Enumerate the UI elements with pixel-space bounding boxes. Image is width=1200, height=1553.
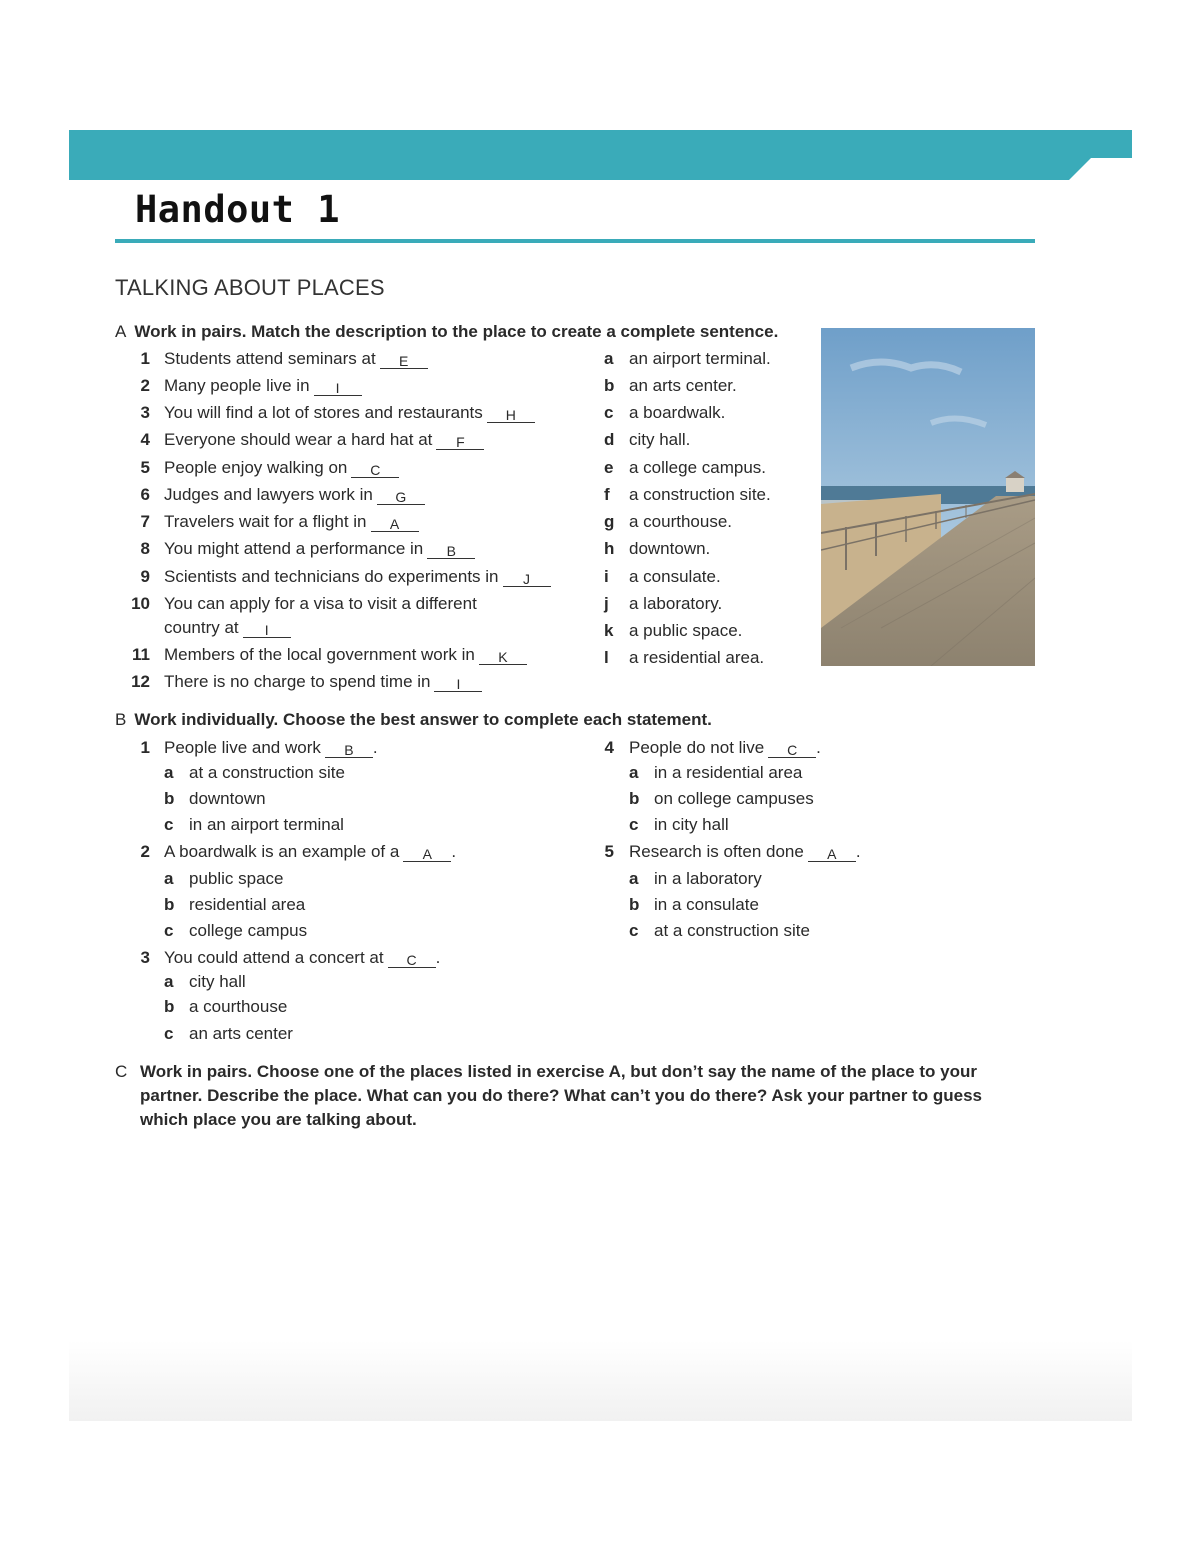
option-text: in a consulate	[654, 895, 759, 914]
match-item	[164, 348, 428, 370]
exercise-a-heading	[115, 321, 778, 343]
question-text	[629, 841, 861, 863]
match-item	[164, 644, 527, 666]
place-letter: j	[604, 594, 609, 613]
answer-blank[interactable]: J	[503, 572, 551, 587]
match-item-continued	[164, 617, 291, 639]
place-letter: d	[604, 430, 615, 449]
item-text: There is no charge to spend time in	[164, 672, 431, 691]
option-letter: b	[164, 789, 175, 808]
option-text: public space	[189, 869, 284, 888]
option-text: in a residential area	[654, 763, 803, 782]
item-text: Members of the local government work in	[164, 645, 475, 664]
question-end: .	[435, 948, 441, 967]
place-letter: h	[604, 539, 615, 558]
answer-blank[interactable]: H	[487, 408, 535, 423]
match-item	[164, 593, 477, 615]
place-option: a laboratory.	[629, 594, 723, 613]
place-letter: b	[604, 376, 615, 395]
question-end: .	[816, 738, 821, 757]
place-option: a residential area.	[629, 648, 765, 667]
item-number: 10	[131, 594, 150, 613]
item-text: You can apply for a visa to visit a different	[164, 594, 477, 613]
handout-page	[69, 130, 1132, 1421]
place-option: a boardwalk.	[629, 403, 726, 422]
answer-blank[interactable]: A	[403, 847, 451, 862]
option-text: residential area	[189, 895, 306, 914]
match-item	[164, 566, 551, 588]
section-title: TALKING ABOUT PLACES	[115, 275, 385, 300]
answer-blank[interactable]: B	[325, 743, 373, 758]
option-letter: c	[164, 1024, 174, 1043]
option-letter: c	[629, 815, 639, 834]
question-number: 3	[140, 948, 150, 967]
place-letter: i	[604, 567, 609, 586]
answer-blank[interactable]: G	[377, 490, 425, 505]
place-letter: f	[604, 485, 610, 504]
option-text: on college campuses	[654, 789, 814, 808]
question-number: 5	[604, 842, 614, 861]
item-text: People enjoy walking on	[164, 458, 348, 477]
option-text: city hall	[189, 972, 246, 991]
exercise-a-label: A	[115, 322, 127, 341]
question-number: 4	[604, 738, 614, 757]
match-item	[164, 484, 425, 506]
option-letter: c	[164, 921, 174, 940]
place-option: a consulate.	[629, 567, 721, 586]
answer-blank[interactable]: A	[808, 847, 856, 862]
question-stem: You could attend a concert at	[164, 948, 384, 967]
match-item	[164, 375, 362, 397]
place-letter: l	[604, 648, 609, 667]
item-text: You will find a lot of stores and restaurants	[164, 403, 483, 422]
option-text: college campus	[189, 921, 308, 940]
question-stem: People do not live	[629, 738, 765, 757]
question-stem: A boardwalk is an example of a	[164, 842, 400, 861]
match-item	[164, 457, 399, 479]
place-letter: c	[604, 403, 614, 422]
question-text	[164, 841, 456, 863]
answer-blank[interactable]: C	[388, 953, 436, 968]
answer-blank[interactable]: C	[768, 743, 816, 758]
match-item	[164, 538, 475, 560]
exercise-b-label: B	[115, 710, 127, 729]
option-letter: b	[164, 997, 175, 1016]
option-letter: b	[629, 789, 640, 808]
question-end: .	[855, 842, 861, 861]
place-letter: k	[604, 621, 614, 640]
exercise-a-instruction: Work in pairs. Match the description to the place to create a complete sentence.	[134, 322, 779, 341]
match-item	[164, 671, 482, 693]
answer-blank[interactable]: I	[243, 623, 291, 638]
option-text: at a construction site	[654, 921, 810, 940]
option-text: at a construction site	[189, 763, 345, 782]
place-letter: a	[604, 349, 614, 368]
match-item	[164, 511, 419, 533]
option-letter: a	[629, 869, 639, 888]
item-text: Students attend seminars at	[164, 349, 376, 368]
title-divider	[115, 239, 1035, 243]
place-option: an airport terminal.	[629, 349, 771, 368]
exercise-b-heading	[115, 709, 712, 731]
option-text: in an airport terminal	[189, 815, 344, 834]
item-number: 5	[140, 458, 150, 477]
match-item	[164, 429, 484, 451]
boardwalk-photo	[821, 328, 1035, 666]
answer-blank[interactable]: F	[436, 435, 484, 450]
item-number: 8	[140, 539, 150, 558]
item-number: 9	[140, 567, 150, 586]
item-number: 11	[132, 645, 150, 664]
match-item	[164, 402, 535, 424]
item-number: 3	[140, 403, 150, 422]
option-letter: c	[629, 921, 639, 940]
option-letter: c	[164, 815, 174, 834]
item-text: You might attend a performance in	[164, 539, 424, 558]
place-option: a construction site.	[629, 485, 771, 504]
answer-blank[interactable]: C	[351, 463, 399, 478]
option-letter: b	[629, 895, 640, 914]
item-text: Scientists and technicians do experiments in	[164, 567, 499, 586]
question-text	[629, 737, 821, 759]
place-option: a public space.	[629, 621, 743, 640]
item-text: Many people live in	[164, 376, 310, 395]
item-text: Everyone should wear a hard hat at	[164, 430, 433, 449]
question-end: .	[372, 738, 378, 757]
handout-title: Handout 1	[135, 188, 340, 231]
question-end: .	[451, 842, 457, 861]
question-text	[164, 737, 378, 759]
question-stem: People live and work	[164, 738, 321, 757]
question-text	[164, 947, 440, 969]
answer-blank[interactable]: I	[434, 677, 482, 692]
place-option: an arts center.	[629, 376, 737, 395]
option-text: downtown	[189, 789, 266, 808]
answer-blank[interactable]: B	[427, 544, 475, 559]
exercise-b-instruction: Work individually. Choose the best answer to complete each statement.	[134, 710, 712, 729]
option-letter: b	[164, 895, 175, 914]
option-text: in a laboratory	[654, 869, 762, 888]
question-stem: Research is often done	[629, 842, 804, 861]
exercise-c-label: C	[115, 1062, 128, 1081]
question-number: 1	[140, 738, 150, 757]
answer-blank[interactable]: K	[479, 650, 527, 665]
place-option: a courthouse.	[629, 512, 733, 531]
place-letter: g	[604, 512, 615, 531]
header-banner	[69, 130, 1132, 180]
place-option: a college campus.	[629, 458, 767, 477]
item-number: 2	[140, 376, 150, 395]
item-text: Travelers wait for a flight in	[164, 512, 367, 531]
option-text: a courthouse	[189, 997, 288, 1016]
place-option: city hall.	[629, 430, 691, 449]
item-number: 1	[140, 349, 150, 368]
item-number: 12	[131, 672, 150, 691]
option-letter: a	[164, 869, 174, 888]
option-letter: a	[164, 972, 174, 991]
answer-blank[interactable]: A	[371, 517, 419, 532]
option-text: in city hall	[654, 815, 729, 834]
place-option: downtown.	[629, 539, 711, 558]
item-number: 4	[140, 430, 150, 449]
option-letter: a	[629, 763, 639, 782]
item-text: Judges and lawyers work in	[164, 485, 373, 504]
exercise-c-instruction: Work in pairs. Choose one of the places listed in exercise A, but don’t say the name of the place to your partner. Describe the place. What can you do there? What can’t you do there? Ask your partner to guess which place you are talking about.	[140, 1062, 982, 1129]
item-number: 7	[140, 512, 150, 531]
item-number: 6	[140, 485, 150, 504]
option-text: an arts center	[189, 1024, 293, 1043]
place-letter: e	[604, 458, 614, 477]
option-letter: a	[164, 763, 174, 782]
answer-blank[interactable]: I	[314, 381, 362, 396]
question-number: 2	[140, 842, 150, 861]
item-text: country at	[164, 618, 239, 637]
answer-blank[interactable]: E	[380, 354, 428, 369]
